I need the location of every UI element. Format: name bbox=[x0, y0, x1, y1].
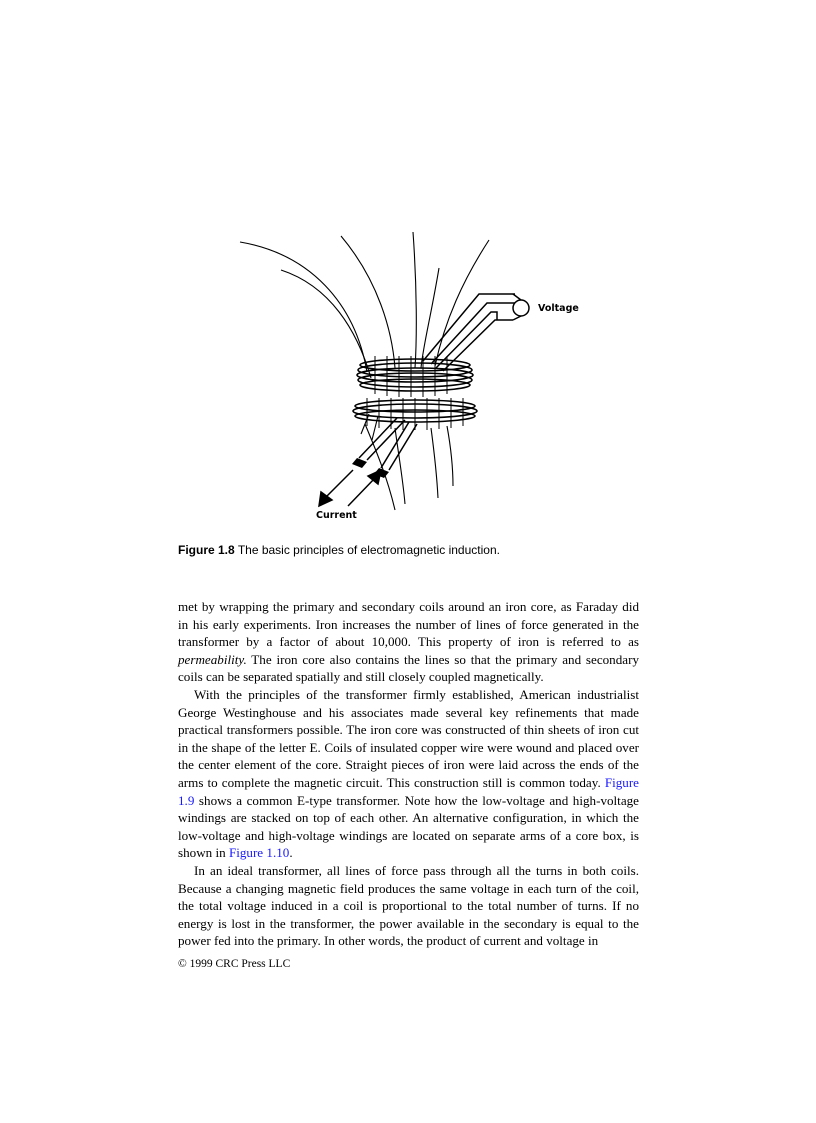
voltage-label: Voltage bbox=[538, 303, 579, 314]
field-line bbox=[435, 240, 489, 366]
caption-number: Figure 1.8 bbox=[178, 543, 235, 557]
induction-diagram bbox=[235, 228, 595, 528]
secondary-field-ticks bbox=[367, 398, 463, 430]
paragraph-2: With the principles of the transformer firmly established, American industrialist George Westinghouse and his associates made several key refinements that made practical transformers possible. The iron core was constructed of thin sheets of iron cut in the shape of the letter E. Coils of insulated copper wire were wound and placed over the center element of the core. Straight pieces of iron were laid across the ends of the arms to complete the magnetic circuit. This construction still is common today. Figure 1.9 shows a common E-type transformer. Note how the low-voltage and high-voltage windings are stacked on top of each other. An alternative configuration, in which the low-voltage and high-voltage windings are located on separate arms of a core box, is shown in Figure 1.10. bbox=[178, 686, 639, 861]
copyright-footer: © 1999 CRC Press LLC bbox=[178, 958, 291, 970]
body-text bbox=[178, 598, 639, 950]
field-line bbox=[240, 242, 367, 372]
figure-1-9-link[interactable]: Figure 1.9 bbox=[178, 774, 639, 808]
field-line bbox=[395, 428, 405, 504]
paragraph-3: In an ideal transformer, all lines of force pass through all the turns in both coils. Because a changing magnetic field produces the same voltage in each turn of the coil, the total voltage induced in a coil is proportional to the total number of turns. If no energy is lost in the transformer, the power available in the secondary is equal to the power fed into the primary. In other words, the product of current and voltage in bbox=[178, 862, 639, 949]
figure-caption bbox=[178, 543, 638, 557]
field-line bbox=[431, 428, 438, 498]
primary-coil bbox=[357, 359, 473, 391]
permeability-term: permeability. bbox=[178, 651, 247, 667]
current-arrows bbox=[319, 470, 381, 506]
caption-text: The basic principles of electromagnetic induction. bbox=[237, 543, 500, 557]
field-line bbox=[447, 426, 453, 486]
field-line bbox=[413, 232, 416, 368]
secondary-leads bbox=[359, 418, 417, 470]
induction-figure bbox=[235, 228, 595, 528]
paragraph-1: met by wrapping the primary and secondary coils around an iron core, as Faraday did in his early experiments. Iron increases the number of lines of force generated in the transformer by a factor of about 10,000. This property of iron is referred to as permeability. The iron core also contains the lines so that the primary and secondary coils can be separated spatially and still closely coupled magnetically. bbox=[178, 599, 639, 685]
figure-1-10-link[interactable]: Figure 1.10 bbox=[228, 845, 290, 861]
current-label: Current bbox=[316, 510, 357, 521]
voltmeter bbox=[513, 294, 529, 320]
field-line bbox=[341, 236, 395, 368]
